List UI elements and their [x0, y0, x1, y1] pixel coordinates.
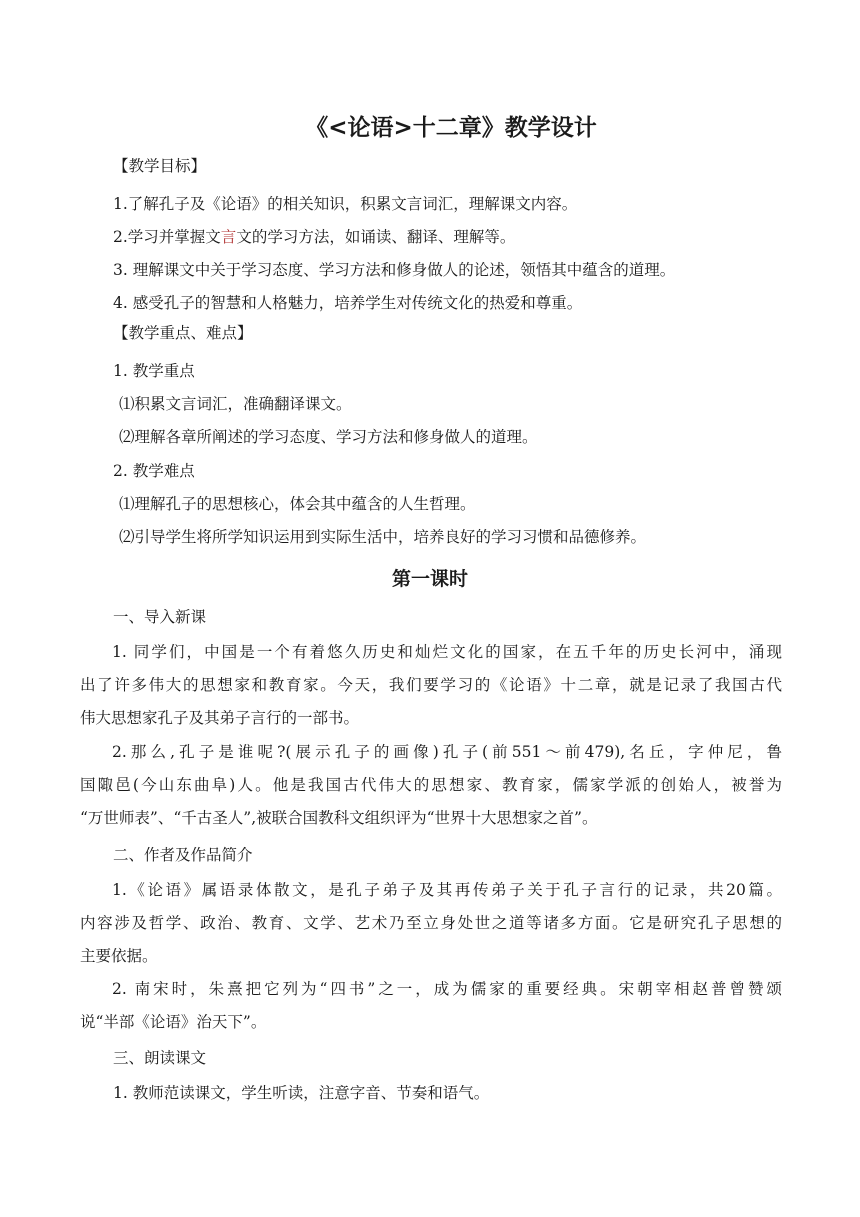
paragraph-line: 出了许多伟大的思想家和教育家。今天，我们要学习的《论语》十二章，就是记录了我国古代	[80, 676, 782, 694]
paragraph-line: 1. 同学们，中国是一个有着悠久历史和灿烂文化的国家，在五千年的历史长河中，涌现	[112, 643, 782, 661]
paragraph-author-2	[80, 973, 782, 1039]
paragraph-line: 说“半部《论语》治天下”。	[80, 1013, 267, 1031]
goal-item: 1.了解孔子及《论语》的相关知识，积累文言词汇，理解课文内容。	[113, 195, 578, 213]
key-points-title: 1. 教学重点	[113, 362, 195, 380]
paragraph-line: 2. 南宋时，朱熹把它列为“四书”之一，成为儒家的重要经典。宋朝宰相赵普曾赞颂	[112, 980, 782, 998]
document-title: 《<论语>十二章》教学设计	[305, 115, 597, 141]
section-heading-author: 二、作者及作品简介	[113, 846, 253, 864]
lesson-heading: 第一课时	[391, 568, 468, 590]
key-point-item: ⑴积累文言词汇，准确翻译课文。	[119, 395, 352, 413]
paragraph-line: 2.那么,孔子是谁呢?(展示孔子的画像)孔子(前551～前479),名丘，字仲尼，鲁	[112, 743, 782, 761]
section-heading-intro: 一、导入新课	[113, 608, 207, 626]
paragraph-line: 内容涉及哲学、政治、教育、文学、艺术乃至立身处世之道等诸多方面。它是研究孔子思想的	[80, 914, 782, 932]
paragraph-line: 1.《论语》属语录体散文，是孔子弟子及其再传弟子关于孔子言行的记录，共20篇。	[112, 881, 782, 899]
paragraph-line: “万世师表”、“千古圣人”,被联合国教科文组织评为“世界十大思想家之首”。	[80, 809, 598, 827]
goal-item: 2.学习并掌握文言文的学习方法，如诵读、翻译、理解等。	[113, 228, 516, 246]
goals-heading: 【教学目标】	[113, 157, 207, 175]
difficulty-item: ⑵引导学生将所学知识运用到实际生活中，培养良好的学习习惯和品德修养。	[119, 528, 647, 546]
paragraph-intro-1	[80, 636, 782, 735]
reading-item: 1. 教师范读课文，学生听读，注意字音、节奏和语气。	[113, 1084, 490, 1102]
difficulty-item: ⑴理解孔子的思想核心，体会其中蕴含的人生哲理。	[119, 495, 476, 513]
goal-item: 4. 感受孔子的智慧和人格魅力，培养学生对传统文化的热爱和尊重。	[113, 294, 583, 312]
paragraph-line: 主要依据。	[80, 947, 158, 965]
section-heading-reading: 三、朗读课文	[113, 1049, 207, 1067]
key-point-item: ⑵理解各章所阐述的学习态度、学习方法和修身做人的道理。	[119, 428, 538, 446]
paragraph-line: 国陬邑(今山东曲阜)人。他是我国古代伟大的思想家、教育家，儒家学派的创始人，被誉为	[80, 776, 782, 794]
paragraph-author-1	[80, 874, 782, 973]
difficulties-title: 2. 教学难点	[113, 462, 195, 480]
key-difficulty-heading: 【教学重点、难点】	[113, 324, 253, 342]
paragraph-intro-2	[80, 736, 782, 835]
goal-item: 3. 理解课文中关于学习态度、学习方法和修身做人的论述，领悟其中蕴含的道理。	[113, 261, 676, 279]
paragraph-line: 伟大思想家孔子及其弟子言行的一部书。	[80, 709, 360, 727]
